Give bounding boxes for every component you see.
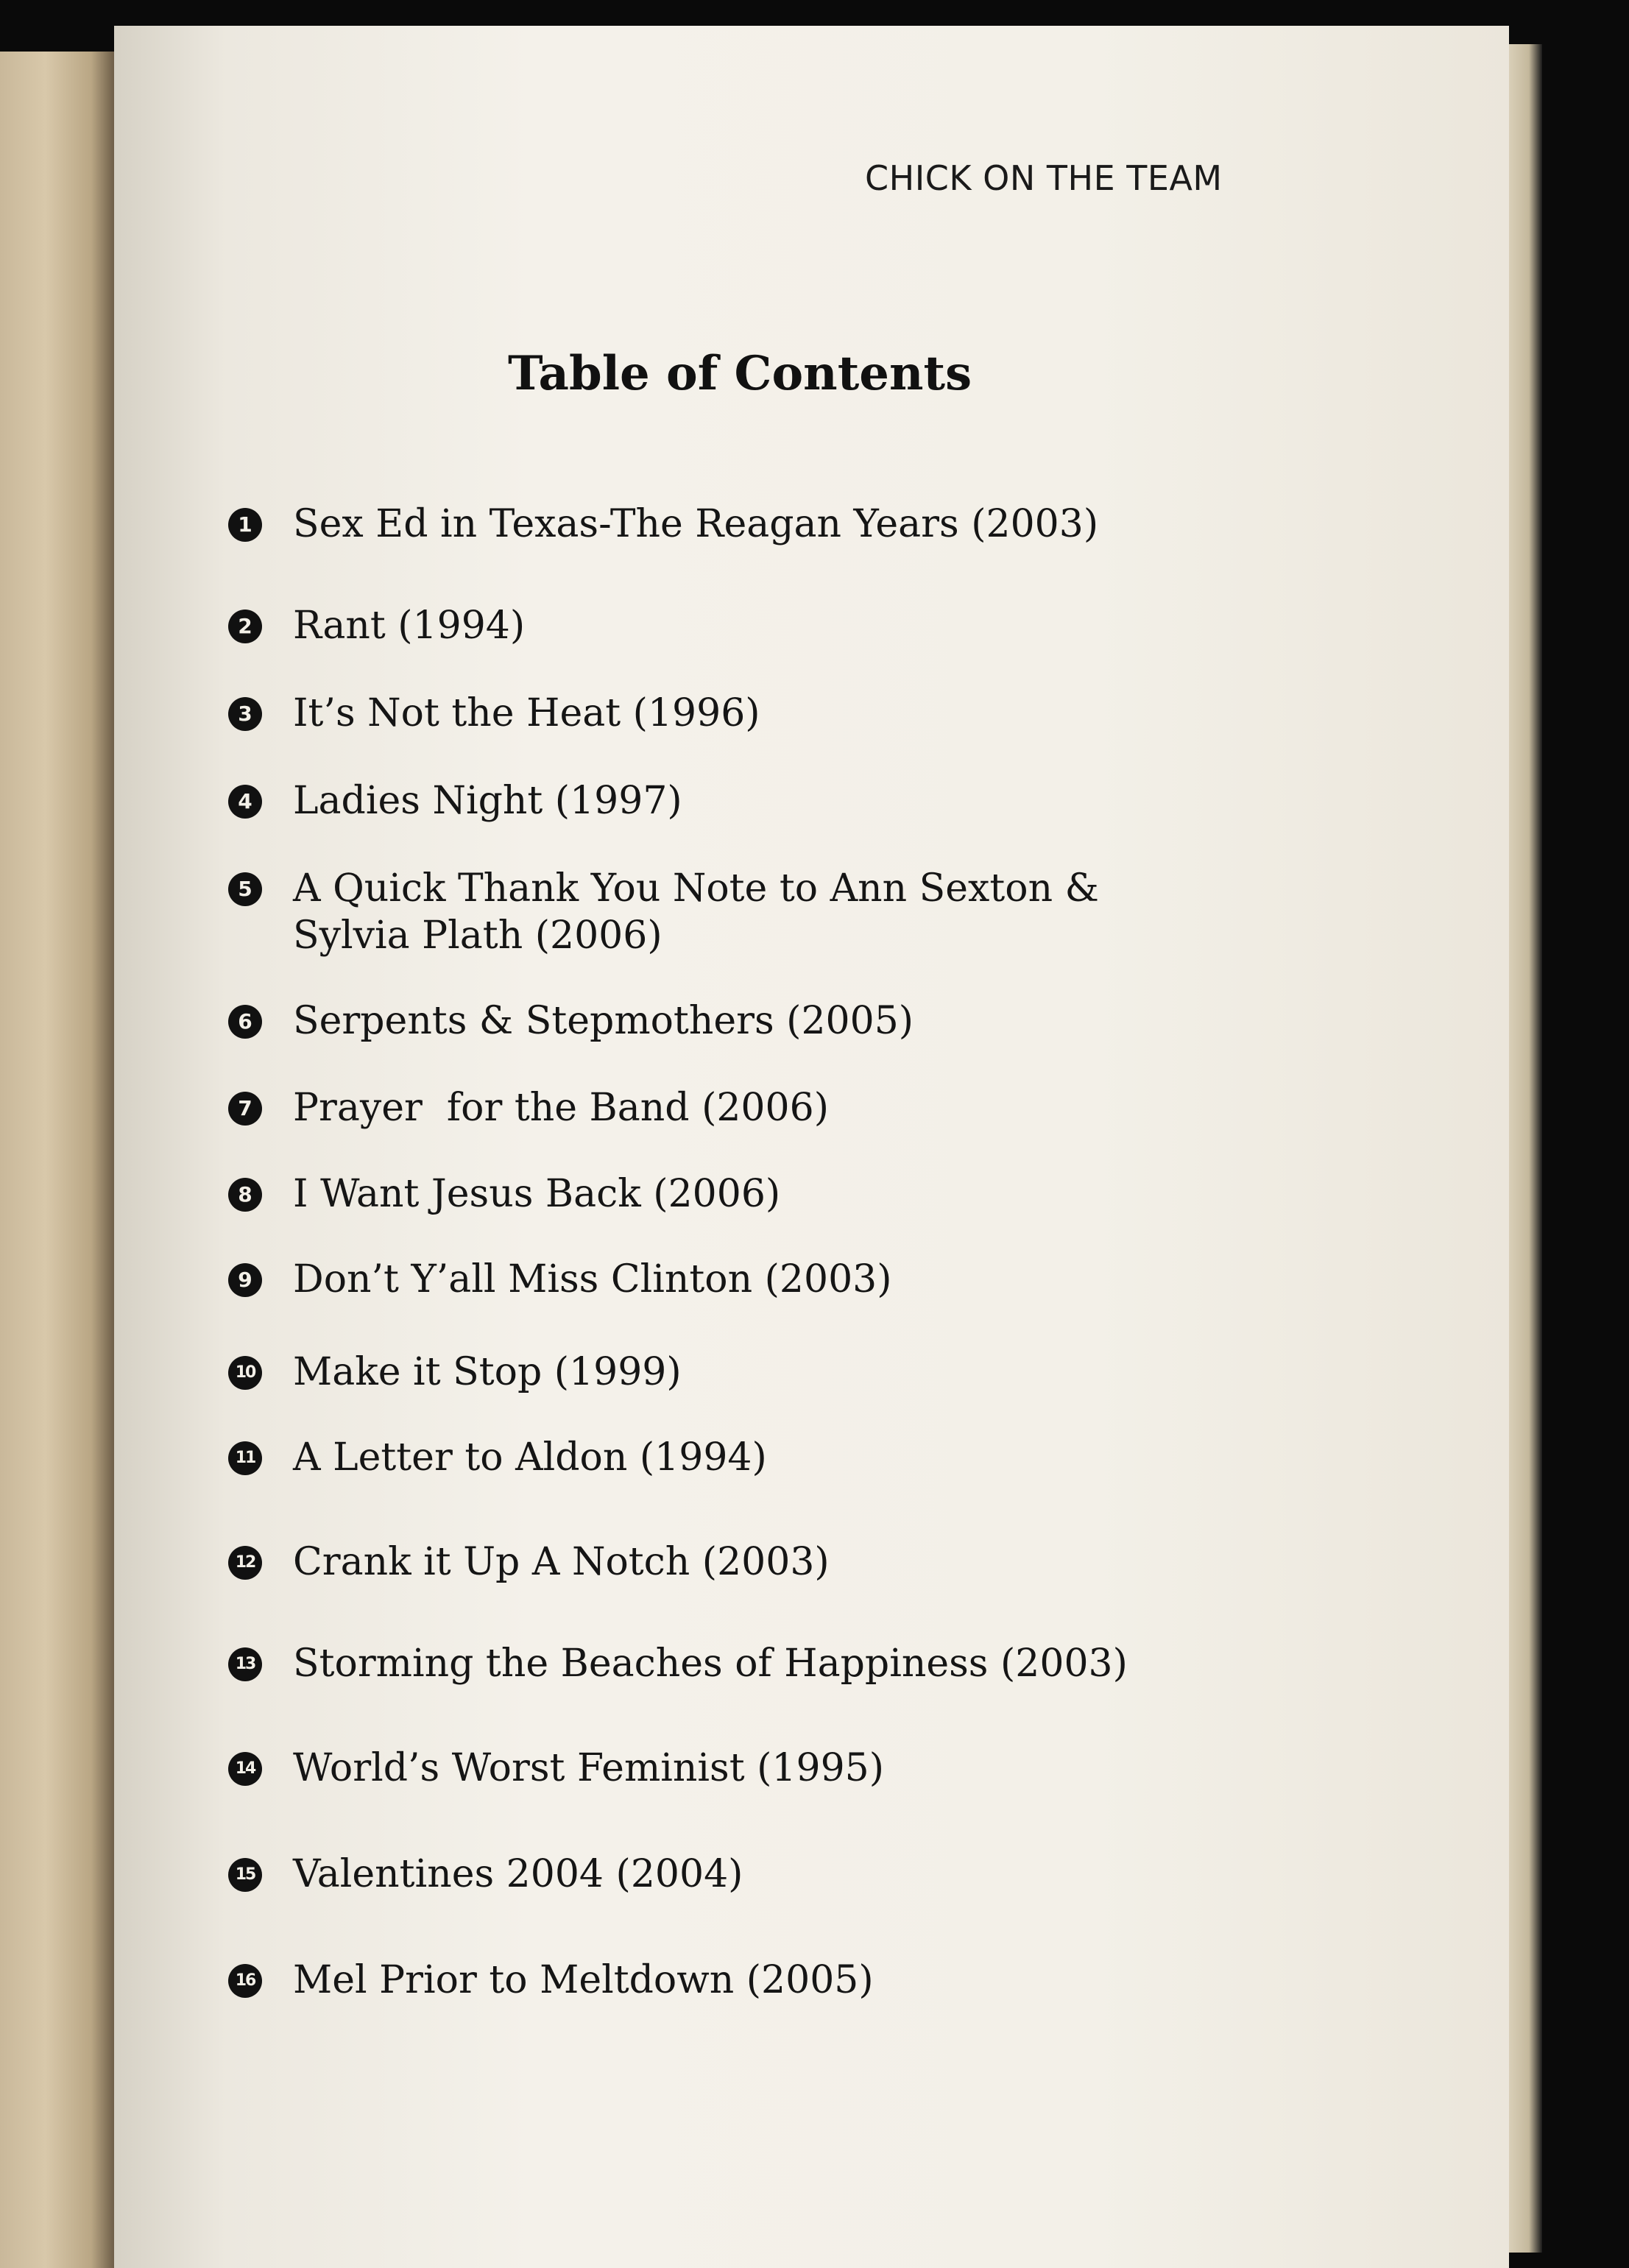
item-number-badge: 2 (228, 610, 262, 643)
toc-item-title: I Want Jesus Back (2006) (293, 1172, 781, 1216)
item-number-badge: 5 (228, 872, 262, 906)
toc-item-title: Rant (1994) (293, 604, 526, 648)
toc-item (228, 1256, 892, 1303)
running-head: CHICK ON THE TEAM (865, 158, 1223, 198)
item-number-badge: 1 (228, 508, 262, 542)
toc-item (228, 501, 1098, 548)
toc-item-title: Ladies Night (1997) (293, 779, 682, 823)
item-number-badge: 3 (228, 697, 262, 731)
toc-item-title: Sex Ed in Texas-The Reagan Years (2003) (293, 502, 1099, 546)
toc-item-title: Serpents & Stepmothers (2005) (293, 999, 914, 1043)
item-number-badge: 15 (228, 1858, 262, 1892)
toc-item (228, 997, 914, 1045)
toc-item (228, 1349, 682, 1396)
toc-item-title: Mel Prior to Meltdown (2005) (293, 1958, 874, 2002)
toc-item-title: Crank it Up A Notch (2003) (293, 1540, 830, 1584)
toc-item-title: World’s Worst Feminist (1995) (293, 1746, 885, 1790)
toc-item-title: Valentines 2004 (2004) (293, 1852, 743, 1896)
toc-item (228, 1084, 829, 1131)
page-stack-edge (1509, 44, 1542, 2253)
item-number-badge: 13 (228, 1647, 262, 1681)
toc-item (228, 1170, 780, 1218)
item-number-badge: 14 (228, 1752, 262, 1786)
toc-item-title: Storming the Beaches of Happiness (2003) (293, 1642, 1128, 1686)
item-number-badge: 11 (228, 1441, 262, 1475)
toc-item (228, 602, 525, 649)
toc-item (228, 1851, 743, 1898)
toc-item (228, 1539, 830, 1586)
toc-item (228, 1957, 874, 2004)
toc-item-title: A Quick Thank You Note to Ann Sexton & Sylvia Plath (2006) (293, 866, 1099, 958)
toc-item-title: A Letter to Aldon (1994) (293, 1435, 767, 1480)
toc-item-title: Don’t Y’all Miss Clinton (2003) (293, 1257, 892, 1301)
toc-item (228, 1745, 884, 1792)
item-number-badge: 16 (228, 1964, 262, 1998)
item-number-badge: 12 (228, 1546, 262, 1580)
item-number-badge: 4 (228, 785, 262, 819)
toc-item (228, 865, 1099, 959)
item-number-badge: 10 (228, 1356, 262, 1390)
item-number-badge: 8 (228, 1178, 262, 1212)
toc-item (228, 1640, 1128, 1687)
page-title: Table of Contents (508, 346, 972, 401)
toc-item-title: It’s Not the Heat (1996) (293, 691, 760, 735)
toc-item-title: Prayer for the Band (2006) (293, 1086, 829, 1130)
facing-page-edge (0, 52, 114, 2268)
toc-item (228, 1434, 767, 1481)
item-number-badge: 7 (228, 1092, 262, 1126)
toc-item (228, 777, 682, 824)
toc-item (228, 690, 760, 737)
toc-item-title: Make it Stop (1999) (293, 1350, 682, 1394)
item-number-badge: 9 (228, 1263, 262, 1297)
item-number-badge: 6 (228, 1005, 262, 1039)
